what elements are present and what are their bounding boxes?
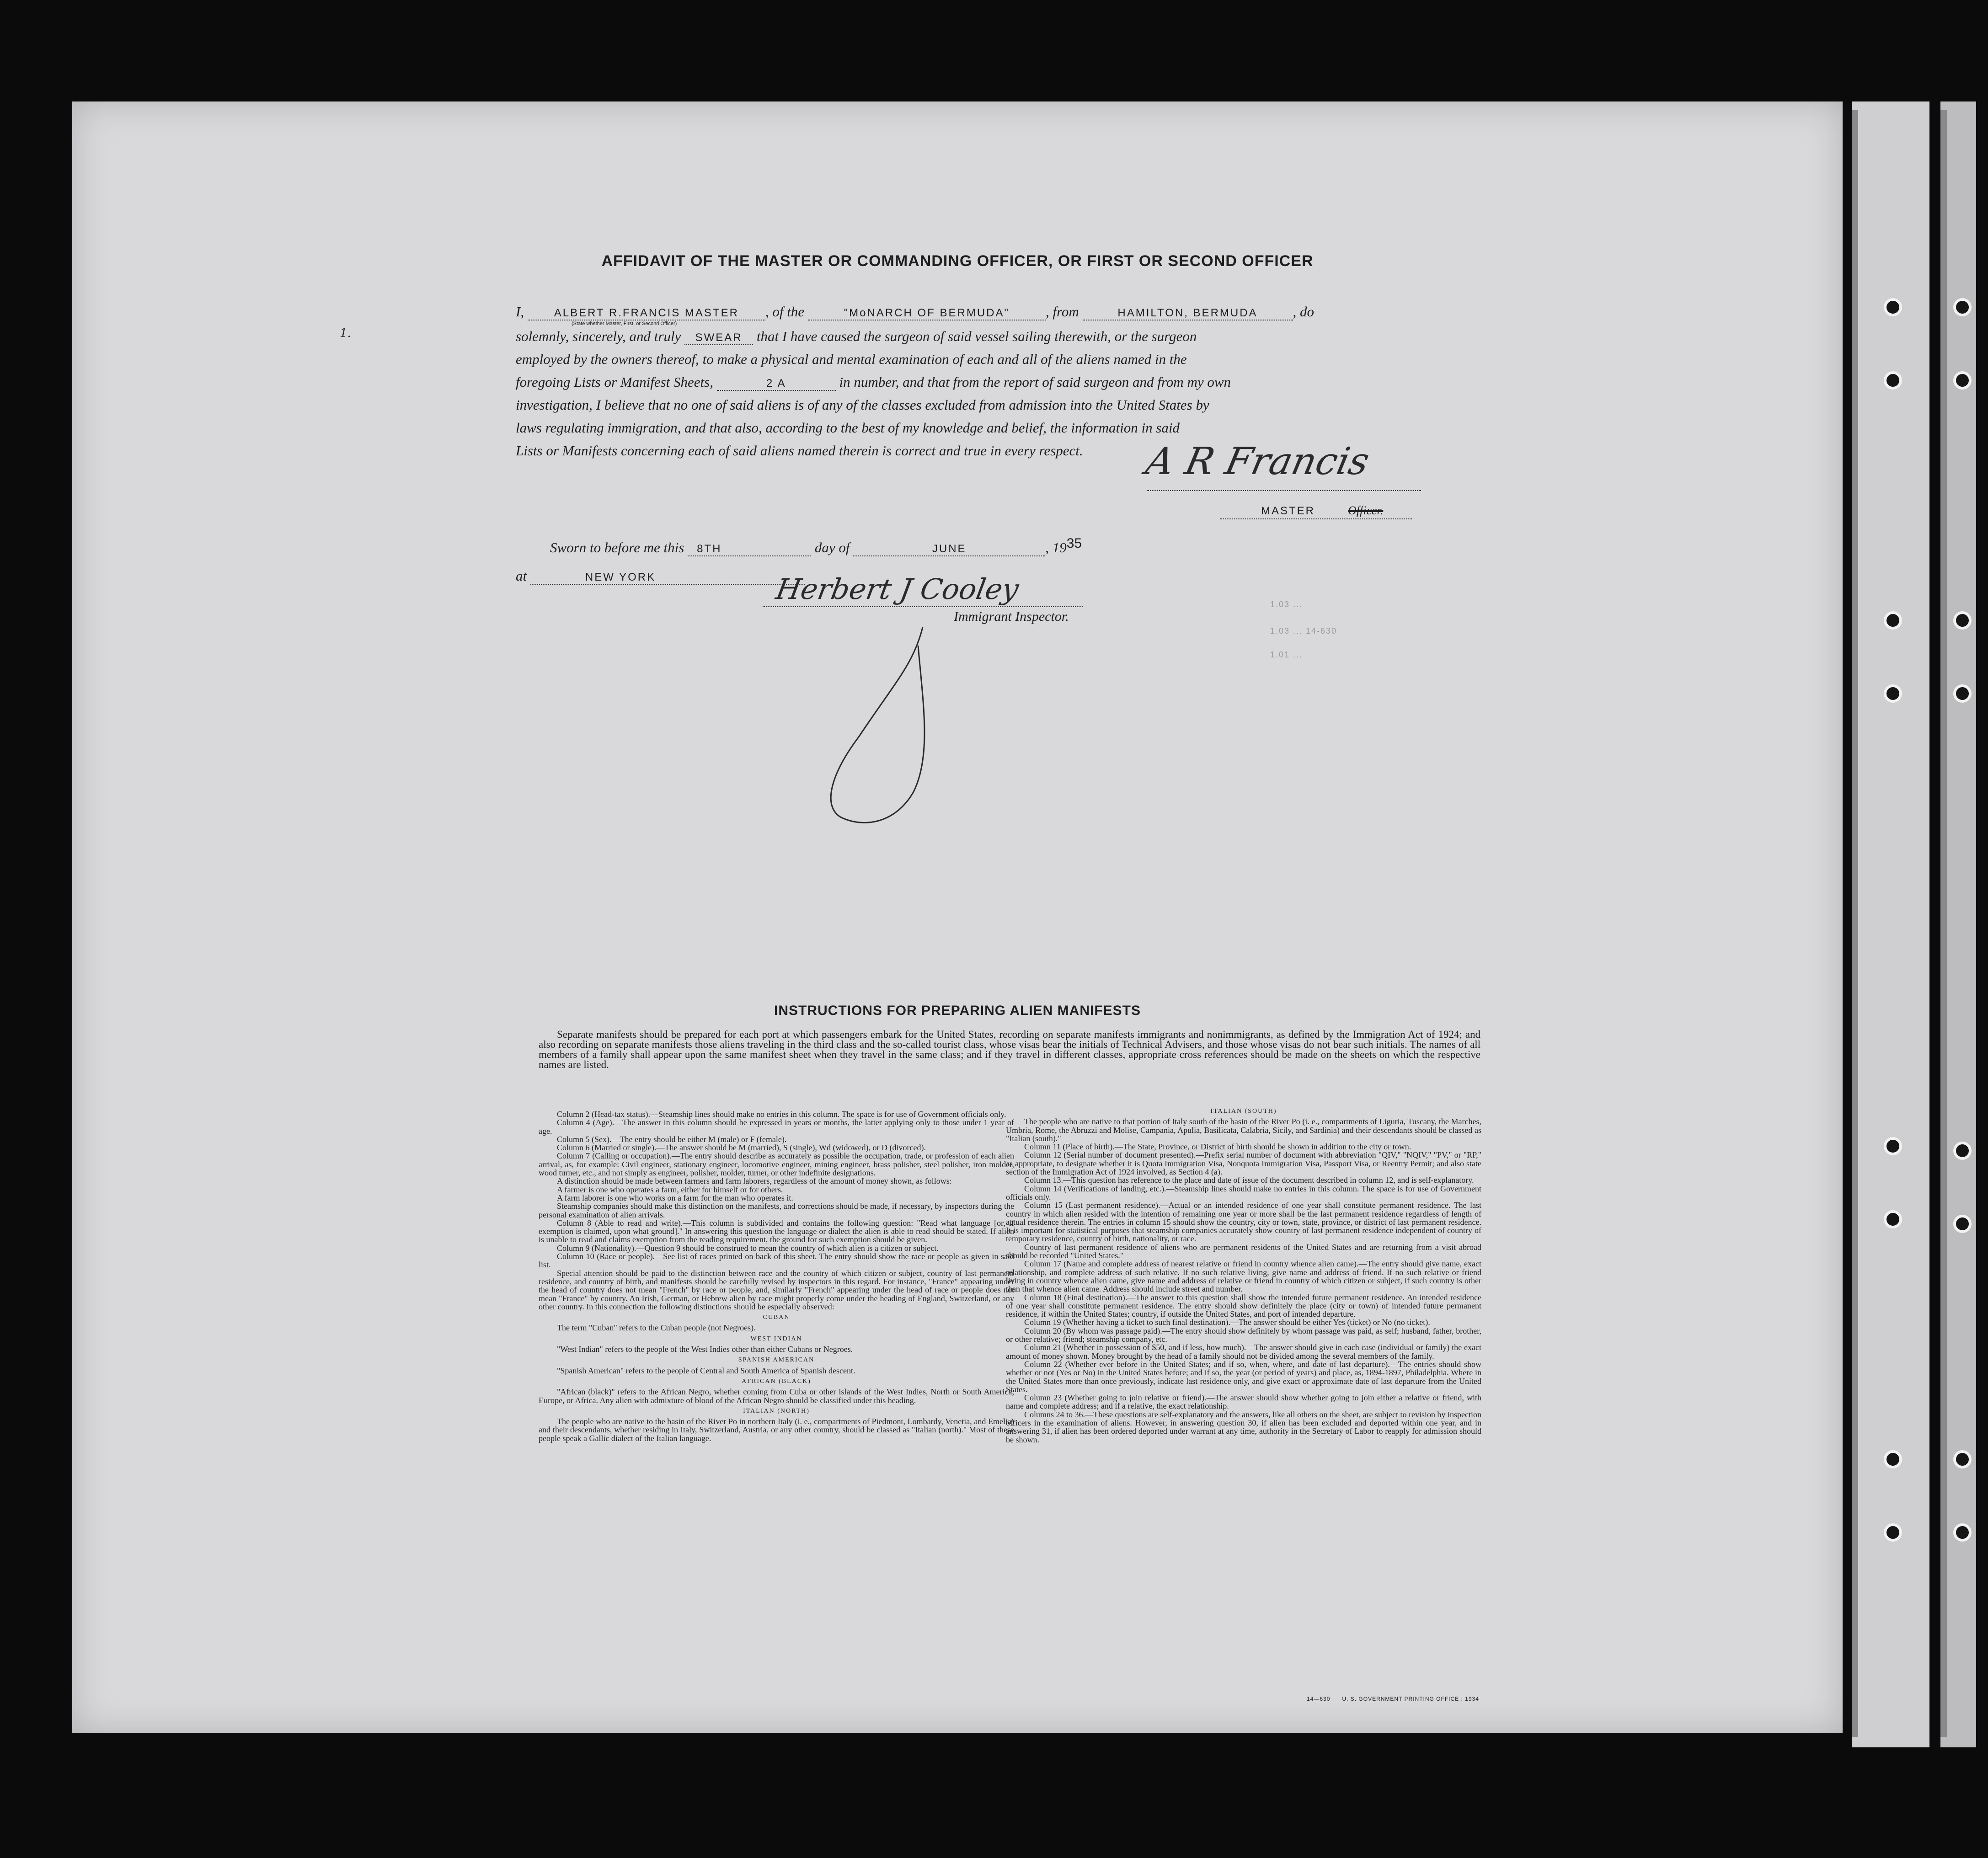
punch-hole (1884, 611, 1902, 630)
signer-title-struck: Officer. (1348, 504, 1384, 517)
cuban-heading: CUBAN (763, 1314, 790, 1321)
line2-text: that I have caused the surgeon of said vessel sailing therewith, or the surgeon (756, 328, 1197, 344)
form-number: 14—630 (1307, 1696, 1331, 1702)
master-signature: A R Francis (1142, 440, 1373, 483)
signer-title: MASTER (1261, 505, 1315, 517)
sheet-count-field: 2 A (717, 377, 836, 391)
day-of-label: day of (814, 539, 850, 555)
african-definition: "African (black)" refers to the African Negro, whether coming from Cuba or other islands of the West Indies, North or South America, Europe, or Africa. Any alien with admixture of blood of the African Negro should be classified under this heading. (539, 1387, 1014, 1405)
at-label: at (516, 568, 527, 584)
spanish-american-heading: SPANISH AMERICAN (738, 1356, 815, 1364)
inspector-signature: Herbert J Cooley (773, 572, 1021, 606)
bleed-through-text: 1.03 ... (1270, 600, 1303, 609)
affidavit-line-4 (516, 374, 1231, 399)
column-18-note: Column 18 (Final destination).—The answer to this question shall show the intended future permanent residence. An intended residence of one year shall constitute permanent residence. The entry should show definitely the place (city or town) of intended future permanent residence, if within the United States; country, if outside the United States, and port of intended departure. (1006, 1292, 1481, 1319)
columns-24-36-note: Columns 24 to 36.—These questions are self-explanatory and the answers, like all others on the sheet, are subject to revision by inspection officers in the examination of aliens. However, in answering question 30, if alien has been excluded and deported within one year, and in answering 31, if alien has been ordered deported under warrant at any time, authority in the Secretary of Labor to reapply for admission should be shown. (1006, 1410, 1481, 1444)
signature-line (1147, 490, 1421, 491)
binder-page-strip (1852, 101, 1929, 1747)
margin-mark: 1. (340, 326, 351, 340)
column-4-note: Column 4 (Age).—The answer in this column should be expressed in years or months, the latter applying only to those under 1 year of age. (539, 1118, 1014, 1136)
officer-caption: (State whether Master, First, or Second Officer) (572, 321, 677, 326)
oath-field: SWEAR (684, 331, 753, 345)
instructions-intro: Separate manifests should be prepared for each port at which passengers embark for the United States, recording on separate manifests immigrants and nonimmigrants, as defined by the Immigration Act of 1924; and also recording on separate manifests those aliens traveling in the third class and the so-called tourist class, whose visas bear the initials of Technical Advisers, and those whose visas do not bear such initials. The names of all members of a family shall appear upon the same manifest sheet when they travel in the same class; and if they travel in different classes, appropriate cross references should be made on the sheets on which the respective names are listed. (539, 1029, 1480, 1070)
affidavit-line-7: Lists or Manifests concerning each of said aliens named therein is correct and true in every respect. (516, 443, 1083, 459)
instructions-title: INSTRUCTIONS FOR PREPARING ALIEN MANIFESTS (774, 1003, 1141, 1018)
bleed-through-text: 1.03 ... 14-630 (1270, 626, 1337, 635)
column-12-note: Column 12 (Serial number of document presented).—Prefix serial number of document with abbreviation "QIV," "NQIV," "PV," or "RP," as appropriate, to designate whether it is Quota Immigration Visa, Nonquota Immigration Visa, Passport Visa, or Reentry Permit; and also state section of the Immigration Act of 1924 involved, as Section 4 (a). (1006, 1150, 1481, 1177)
column-11-note: Column 11 (Place of birth).—The State, Province, or District of birth should be shown in addition to the city or town. (1024, 1142, 1411, 1152)
column-7-note: Column 7 (Calling or occupation).—The entry should describe as accurately as possible the occupation, trade, or profession of each alien arrival, as, for example: Civil engineer, stationary engineer, locomotive engineer, mining engineer, brass polisher, steel polisher, iron molder, wood turner, etc., and not simply as engineer, polisher, molder, turner, or other indefinite designations. (539, 1151, 1014, 1178)
i-label: I, (516, 304, 524, 320)
affidavit-line-3: employed by the owners thereof, to make a physical and mental examination of each and all of the aliens named in the (516, 351, 1187, 367)
signature-flourish (813, 609, 996, 883)
form-footer (1307, 1696, 1479, 1702)
farmer-distinction: A distinction should be made between farmers and farm laborers, regardless of the amount of money shown, as follows: (557, 1176, 952, 1186)
departure-port-field: HAMILTON, BERMUDA (1083, 307, 1293, 320)
punch-hole (1953, 684, 1972, 703)
italian-south-heading: ITALIAN (SOUTH) (1210, 1108, 1277, 1115)
punch-hole (1884, 684, 1902, 703)
of-the-label: , of the (765, 304, 805, 320)
column-8-note: Column 8 (Able to read and write).—This column is subdivided and contains the following question: "Read what language [or, if exemption is claimed, upon what ground]." In answering this question the language or dialect the alien is able to read should be stated. If alien is unable to read and claims exemption from the reading requirement, the ground for such exemption should be given. (539, 1218, 1014, 1244)
punch-hole (1884, 298, 1902, 316)
year-prefix: , 19 (1045, 539, 1067, 555)
vessel-name-field: "MoNARCH OF BERMUDA" (808, 307, 1046, 320)
sworn-day-field: 8TH (688, 543, 811, 556)
affidavit-line-5: investigation, I believe that no one of said aliens is of any of the classes excluded from admission into the United States by (516, 397, 1209, 413)
punch-hole (1884, 1137, 1902, 1155)
italian-north-definition: The people who are native to the basin of the River Po in northern Italy (i. e., compartments of Piedmont, Lombardy, Venetia, and Emelia) and their descendants, whether residing in Italy, Switzerland, Austria, or any other country, should be classed as "Italian (north)." Most of these people speak a Gallic dialect of the Italian language. (539, 1417, 1014, 1443)
officer-name-field: ALBERT R.FRANCIS MASTER (528, 307, 765, 320)
sworn-place-field: NEW YORK (530, 571, 805, 585)
column-6-note: Column 6 (Married or single).—The answer should be M (married), S (single), Wd (widowed), or D (divorced). (557, 1143, 926, 1153)
punch-hole (1953, 1450, 1972, 1468)
column-21-note: Column 21 (Whether in possession of $50, and if less, how much).—The answer should give in each case (individual or family) the exact amount of money shown. Money brought by the head of a family should not be divided among the several members of the family. (1006, 1343, 1481, 1361)
column-19-note: Column 19 (Whether having a ticket to such final destination).—The answer should be either Yes (ticket) or No (no ticket). (1024, 1318, 1430, 1327)
punch-hole (1953, 298, 1972, 316)
do-label: , do (1293, 304, 1314, 320)
punch-hole (1953, 1142, 1972, 1160)
sworn-year: 35 (1066, 536, 1082, 551)
punch-hole (1953, 371, 1972, 390)
instructions-right-column (1006, 1105, 1481, 1444)
residence-united-states-note: Country of last permanent residence of aliens who are permanent residents of the United States and are returning from a visit abroad should be recorded "United States." (1006, 1242, 1481, 1260)
line4-text: in number, and that from the report of said surgeon and from my own (839, 374, 1231, 390)
column-15-note: Column 15 (Last permanent residence).—Actual or an intended residence of one year shall constitute permanent residence. The last country in which alien resided with the intention of remaining one year or more shall be the last permanent residence regardless of length of actual residence therein. The entries in column 15 should show the country, city or town, state, province, or district of last permanent residence. It is important for statistical purposes that steamship companies accurately show country of last permanent residence independent of country of temporary residence, country of birth, nationality, or race. (1006, 1201, 1481, 1244)
column-13-note: Column 13.—This question has reference to the place and date of issue of the document described in column 12, and is self-explanatory. (1024, 1175, 1474, 1185)
column-9-note: Column 9 (Nationality).—Question 9 should be construed to mean the country of which alien is a citizen or subject. (557, 1243, 939, 1253)
binder-strip-edge (1940, 110, 1947, 1737)
spanish-american-definition: "Spanish American" refers to the people of Central and South America of Spanish descent. (557, 1366, 855, 1375)
affidavit-line-6: laws regulating immigration, and that also, according to the best of my knowledge and belief, the information in said (516, 420, 1180, 436)
binder-strip-edge (1852, 110, 1858, 1737)
cuban-definition: The term "Cuban" refers to the Cuban people (not Negroes). (557, 1323, 756, 1333)
punch-hole (1953, 1523, 1972, 1542)
west-indian-definition: "West Indian" refers to the people of the West Indies other than either Cubans or Negroes. (557, 1345, 853, 1354)
from-label: , from (1045, 304, 1079, 320)
italian-south-definition: The people who are native to that portion of Italy south of the basin of the River Po (i. e., compartments of Liguria, Tuscany, the Marches, Umbria, Rome, the Abruzzi and Molise, Campania, Apulia, Basilicata, Calabria, Sicily, and Sardinia) and their descendants should be classed as "Italian (south)." (1006, 1117, 1481, 1143)
foregoing-text: foregoing Lists or Manifest Sheets, (516, 374, 713, 390)
sworn-label: Sworn to before me this (550, 539, 684, 555)
column-17-note: Column 17 (Name and complete address of nearest relative or friend in country whence alien came).—The entry should give name, exact relationship, and complete address of such relative. If no such relative living, give name and address of friend. If no such relative or friend living in country whence alien came, give name and address of relative or friend in country of which citizen or subject, if such country is other than that whence alien came. Address should include street and number. (1006, 1259, 1481, 1294)
punch-hole (1884, 1210, 1902, 1228)
column-2-note: Column 2 (Head-tax status).—Steamship lines should make no entries in this column. The space is for use of Government officials only. (557, 1110, 1006, 1119)
race-distinction-note: Special attention should be paid to the distinction between race and the country of which citizen or subject, country of last permanent residence, and country of birth, and manifests should be carefully revised by inspectors in this regard. For instance, "France" appearing under the head of country does not mean "French" by race or people, and, similarly "French" appearing under the head of race or people does not mean "France" by country. An Irish, German, or Hebrew alien by race might properly come under the heading of England, Switzerland, or any other country. In this connection the following distinctions should be especially observed: (539, 1268, 1014, 1311)
african-heading: AFRICAN (BLACK) (742, 1377, 811, 1385)
printer-line: U. S. GOVERNMENT PRINTING OFFICE : 1934 (1342, 1696, 1479, 1702)
manifest-page (72, 101, 1843, 1733)
solemnly-text: solemnly, sincerely, and truly (516, 328, 681, 344)
instructions-left-column (539, 1110, 1014, 1442)
punch-hole (1953, 611, 1972, 630)
affidavit-line-2 (516, 328, 1197, 353)
bleed-through-text: 1.01 ... (1270, 650, 1303, 659)
sworn-month-field: JUNE (853, 543, 1045, 556)
sworn-place-line (516, 568, 805, 593)
punch-hole (1884, 1523, 1902, 1542)
punch-hole (1884, 1450, 1902, 1468)
column-23-note: Column 23 (Whether going to join relative or friend).—The answer should show whether going to join either a relative or friend, with name and complete address; and if a relative, the exact relationship. (1006, 1393, 1481, 1411)
sworn-line (550, 536, 1082, 564)
farmer-definition: A farmer is one who operates a farm, either for himself or for others. (557, 1185, 783, 1194)
italian-north-heading: ITALIAN (NORTH) (743, 1407, 810, 1415)
punch-hole (1953, 1215, 1972, 1233)
column-5-note: Column 5 (Sex).—The entry should be either M (male) or F (female). (557, 1134, 787, 1144)
punch-hole (1884, 371, 1902, 390)
column-22-note: Column 22 (Whether ever before in the United States; and if so, when, where, and date of last departure).—The entries should show whether or not (Yes or No) in the United States before; and if so, the year (or period of years) and place, as, 1894-1897, Philadelphia. Where in the United States more than once previously, indicate last residence only, and give exact or approximate date of last departure from the United States. (1006, 1359, 1481, 1394)
affidavit-title: AFFIDAVIT OF THE MASTER OR COMMANDING OFFICER, OR FIRST OR SECOND OFFICER (601, 252, 1314, 270)
inspector-signature-line (763, 606, 1083, 607)
west-indian-heading: WEST INDIAN (750, 1335, 802, 1342)
title-line (1220, 518, 1412, 519)
steamship-corrections: Steamship companies should make this distinction on the manifests, and corrections should be made, if necessary, by inspectors during the personal examination of alien arrivals. (539, 1201, 1014, 1219)
column-14-note: Column 14 (Verifications of landing, etc.).—Steamship lines should make no entries in this column. The space is for use of Government officials only. (1006, 1184, 1481, 1201)
inspector-title: Immigrant Inspector. (954, 609, 1069, 624)
column-20-note: Column 20 (By whom was passage paid).—The entry should show definitely by whom passage was paid, as self; husband, father, brother, or other relative; friend; steamship company, etc. (1006, 1326, 1481, 1344)
column-10-note: Column 10 (Race or people).—See list of races printed on back of this sheet. The entry should show the race or people as given in said list. (539, 1252, 1014, 1270)
farm-laborer-definition: A farm laborer is one who works on a farm for the man who operates it. (557, 1193, 793, 1202)
